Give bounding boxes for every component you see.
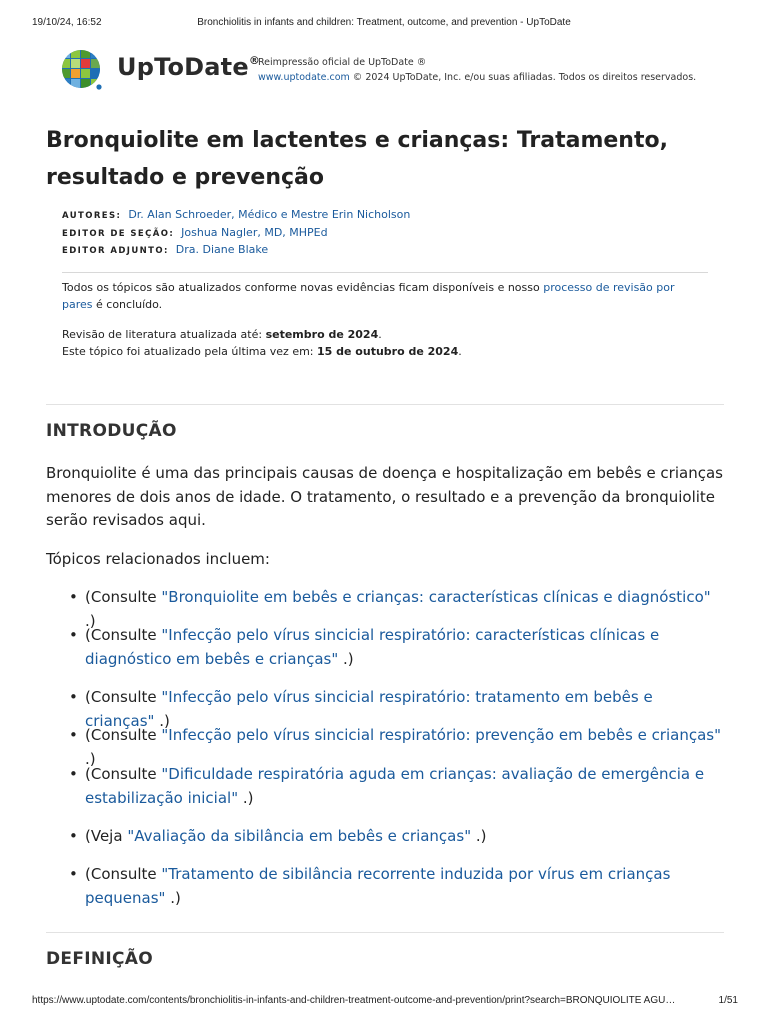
article-credits [62, 207, 410, 260]
page-number: 1/51 [718, 995, 738, 1006]
list-item: • (Consulte "Infecção pelo vírus sincicial respiratório: prevenção em bebês e crianças" .) [69, 726, 721, 768]
related-topic-link[interactable]: "Infecção pelo vírus sincicial respiratório: prevenção em bebês e crianças" [161, 726, 721, 744]
bullet-icon: • [69, 626, 78, 644]
list-item: • (Consulte "Infecção pelo vírus sincicial respiratório: tratamento em bebês e crianças" .) [69, 688, 653, 730]
copyright-text: © 2024 UpToDate, Inc. e/ou suas afiliadas. Todos os direitos reservados. [349, 72, 697, 83]
uptodate-logo-icon[interactable] [61, 49, 103, 91]
last-updated-date: Este tópico foi atualizado pela última vez em: 15 de outubro de 2024. [62, 345, 462, 358]
related-topic-link[interactable]: "Infecção pelo vírus sincicial respiratório: características clínicas e diagnóstico em bebês e crianças" [85, 626, 660, 668]
list-item: • (Veja "Avaliação da sibilância em bebês e crianças" .) [85, 825, 725, 849]
print-url: https://www.uptodate.com/contents/bronchiolitis-in-infants-and-children-treatment-outcome-and-prevention/print?search=BRONQUIOLITE AGU… [32, 995, 676, 1006]
reprint-line: Reimpressão oficial de UpToDate ® [258, 57, 427, 68]
brand-name: UpToDate® [117, 53, 261, 81]
list-item: • (Consulte "Tratamento de sibilância recorrente induzida por vírus em crianças pequenas" .) [69, 865, 671, 907]
bullet-icon: • [69, 588, 78, 606]
divider [46, 404, 724, 405]
print-header [0, 0, 768, 30]
credit-deputy-editor: EDITOR ADJUNTO: Dra. Diane Blake [62, 243, 269, 257]
authors-link[interactable]: Dr. Alan Schroeder, Médico e Mestre Erin Nicholson [128, 208, 411, 221]
list-item: • (Consulte "Infecção pelo vírus sincicial respiratório: características clínicas e diagnóstico em bebês e crianças" .) [69, 626, 660, 668]
related-topic-link[interactable]: "Tratamento de sibilância recorrente induzida por vírus em crianças pequenas" [85, 865, 671, 907]
related-topic-link[interactable]: "Dificuldade respiratória aguda em crianças: avaliação de emergência e estabilização inicial" [85, 765, 705, 807]
bullet-icon: • [69, 726, 78, 744]
reprint-notice [258, 55, 696, 85]
update-note: Todos os tópicos são atualizados conforme novas evidências ficam disponíveis e nosso processo de revisão por pares é concluído. [62, 281, 675, 311]
divider [46, 932, 724, 933]
uptodate-site-link[interactable]: www.uptodate.com [258, 72, 350, 83]
divider [62, 272, 708, 273]
bullet-icon: • [69, 827, 78, 845]
article-title: Bronquiolite em lactentes e crianças: Tratamento, resultado e prevenção [46, 128, 668, 190]
print-footer [0, 990, 768, 1010]
print-datetime: 19/10/24, 16:52 [32, 17, 102, 28]
deputy-editor-link[interactable]: Dra. Diane Blake [175, 243, 269, 257]
related-topics-intro: Tópicos relacionados incluem: [46, 550, 270, 568]
bullet-icon: • [69, 765, 78, 783]
related-topic-link[interactable]: "Infecção pelo vírus sincicial respiratório: tratamento em bebês e crianças" [85, 688, 653, 730]
review-dates [62, 326, 462, 360]
credit-section-editor: EDITOR DE SEÇÃO: Joshua Nagler, MD, MHPEd [62, 225, 328, 239]
bullet-icon: • [69, 865, 78, 883]
section-editor-link[interactable]: Joshua Nagler, MD, MHPEd [181, 225, 328, 239]
list-item: • (Consulte "Bronquiolite em bebês e crianças: características clínicas e diagnóstico" .) [69, 588, 711, 630]
intro-paragraph: Bronquiolite é uma das principais causas de doença e hospitalização em bebês e crianças menores de dois anos de idade. O tratamento, o resultado e a prevenção da bronquiolite serão revisados aqui. [46, 464, 723, 529]
credit-authors: AUTORES: Dr. Alan Schroeder, Médico e Mestre Erin Nicholson [62, 208, 411, 221]
related-topic-link[interactable]: "Avaliação da sibilância em bebês e crianças" [127, 827, 472, 845]
section-heading-definition: DEFINIÇÃO [46, 949, 153, 969]
list-item: • (Consulte "Dificuldade respiratória aguda em crianças: avaliação de emergência e estabilização inicial" .) [69, 765, 705, 807]
bullet-icon: • [69, 688, 78, 706]
lit-review-date: Revisão de literatura atualizada até: setembro de 2024. [62, 328, 382, 341]
related-topic-link[interactable]: "Bronquiolite em bebês e crianças: características clínicas e diagnóstico" [161, 588, 711, 606]
print-page-title: Bronchiolitis in infants and children: Treatment, outcome, and prevention - UpToDate [197, 17, 571, 28]
section-heading-introduction: INTRODUÇÃO [46, 421, 177, 441]
peer-review-link[interactable]: processo de revisão por pares [62, 281, 675, 311]
